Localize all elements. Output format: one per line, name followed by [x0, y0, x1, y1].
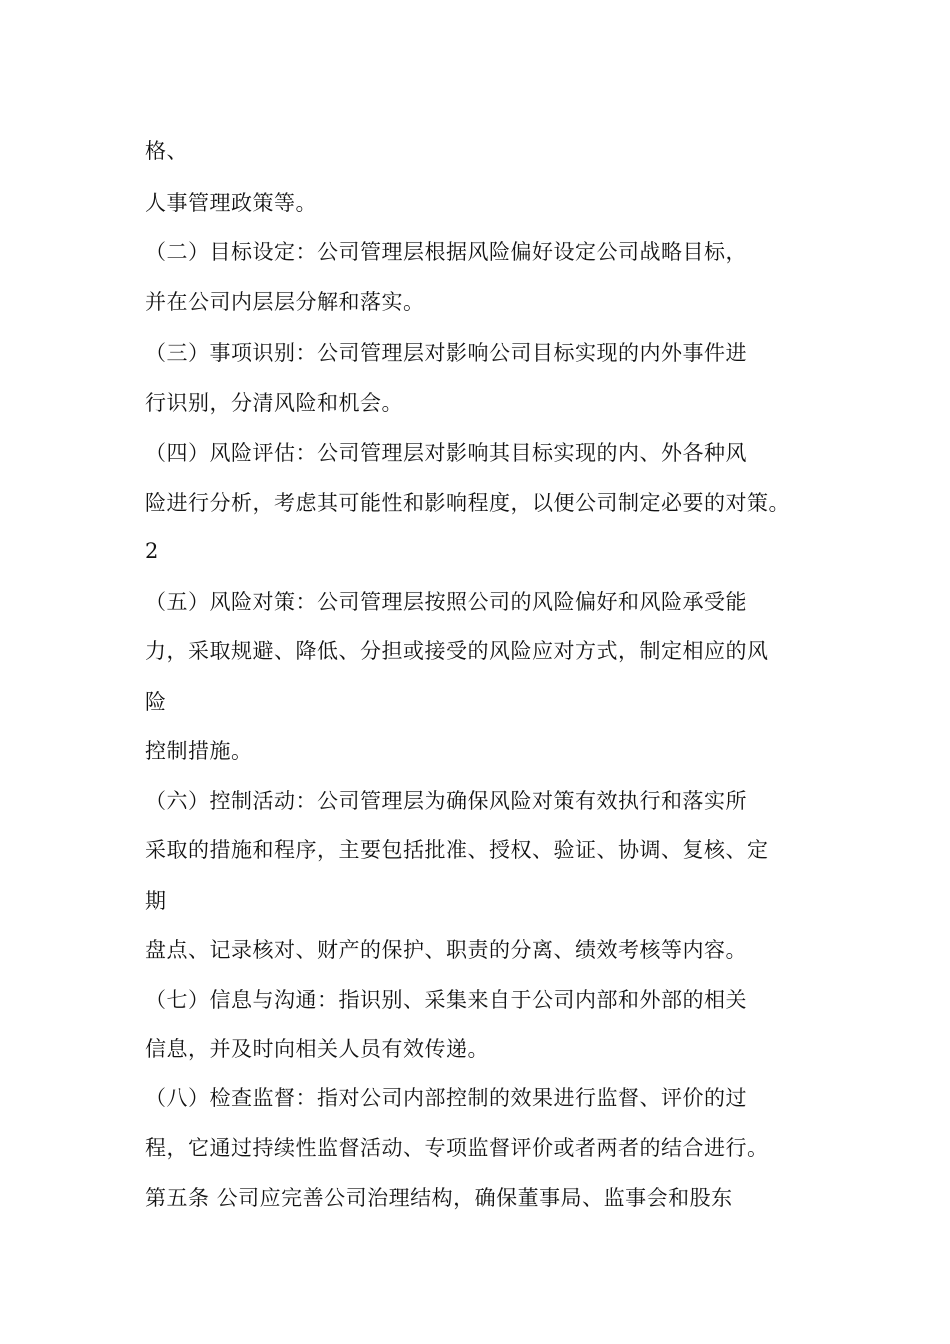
text-line: 第五条 公司应完善公司治理结构，确保董事局、监事会和股东 — [145, 1186, 733, 1210]
text-line: 并在公司内层层分解和落实。 — [145, 290, 425, 314]
text-line: 期 — [145, 889, 167, 913]
text-line: （六）控制活动：公司管理层为确保风险对策有效执行和落实所 — [145, 789, 747, 813]
text-line: 信息，并及时向相关人员有效传递。 — [145, 1037, 489, 1061]
text-line: 人事管理政策等。 — [145, 191, 317, 215]
page-number: 2 — [145, 539, 159, 563]
text-line: （四）风险评估：公司管理层对影响其目标实现的内、外各种风 — [145, 441, 747, 465]
text-line: （八）检查监督：指对公司内部控制的效果进行监督、评价的过 — [145, 1086, 747, 1110]
text-line: 险 — [145, 690, 167, 714]
text-line: （七）信息与沟通：指识别、采集来自于公司内部和外部的相关 — [145, 988, 747, 1012]
text-line: （二）目标设定：公司管理层根据风险偏好设定公司战略目标， — [145, 240, 747, 264]
text-line: （五）风险对策：公司管理层按照公司的风险偏好和风险承受能 — [145, 590, 747, 614]
text-line: 盘点、记录核对、财产的保护、职责的分离、绩效考核等内容。 — [145, 938, 747, 962]
text-line: 程，它通过持续性监督活动、专项监督评价或者两者的结合进行。 — [145, 1136, 769, 1160]
text-line: 格、 — [145, 139, 188, 163]
text-line: 险进行分析，考虑其可能性和影响程度，以便公司制定必要的对策。 — [145, 491, 790, 515]
text-line: 控制措施。 — [145, 739, 253, 763]
text-line: 力，采取规避、降低、分担或接受的风险应对方式，制定相应的风 — [145, 639, 769, 663]
text-line: 采取的措施和程序，主要包括批准、授权、验证、协调、复核、定 — [145, 838, 769, 862]
text-line: 行识别，分清风险和机会。 — [145, 391, 403, 415]
text-line: （三）事项识别：公司管理层对影响公司目标实现的内外事件进 — [145, 341, 747, 365]
